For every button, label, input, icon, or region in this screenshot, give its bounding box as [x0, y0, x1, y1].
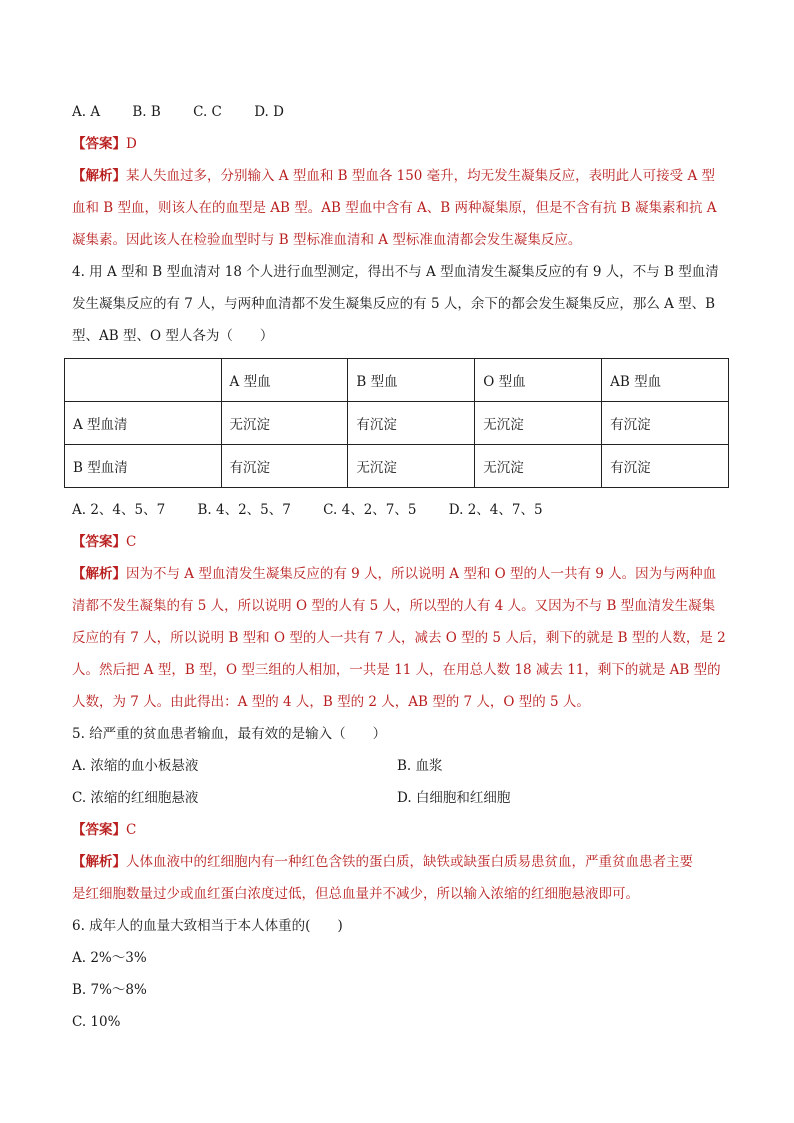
q4-answer	[72, 526, 732, 558]
q4-analysis-line-1: 因为不与 A 型血清发生凝集反应的有 9 人，所以说明 A 型和 O 型的人一共有 9 人。因为与两种血	[126, 566, 717, 582]
q3-option-d: D. D	[254, 104, 284, 120]
q5-option-d: D. 白细胞和红细胞	[397, 790, 511, 806]
q3-options	[72, 96, 732, 128]
table-row	[65, 445, 729, 488]
table-header-cell: A 型血	[221, 359, 348, 402]
q5-option-b: B. 血浆	[397, 758, 443, 774]
q3-analysis-line-1: 某人失血过多，分别输入 A 型血和 B 型血各 150 毫升，均无发生凝集反应，表明此人可接受 A 型	[126, 168, 716, 184]
q3-answer-value: D	[126, 136, 137, 152]
q4-answer-value: C	[126, 534, 137, 550]
q4-option-c: C. 4、2、7、5	[323, 502, 417, 518]
q3-analysis-line-3: 凝集素。因此该人在检验血型时与 B 型标准血清和 A 型标准血清都会发生凝集反应。	[72, 232, 582, 248]
q5-answer-value: C	[126, 822, 137, 838]
q4-option-d: D. 2、4、7、5	[448, 502, 543, 518]
q3-option-a: A. A	[72, 104, 101, 120]
q5-option-c: C. 浓缩的红细胞悬液	[72, 790, 199, 806]
q3-analysis	[72, 160, 732, 256]
table-cell: 无沉淀	[475, 445, 602, 488]
q5-stem: 5. 给严重的贫血患者输血，最有效的是输入（ ）	[72, 726, 387, 742]
document-page	[72, 96, 732, 1038]
table-cell: 有沉淀	[221, 445, 348, 488]
q4-analysis-line-4: 人。然后把 A 型，B 型，O 型三组的人相加，一共是 11 人，在用总人数 18 减去 11，剩下的就是 AB 型的	[72, 662, 721, 678]
table-header-cell: O 型血	[475, 359, 602, 402]
q6-option-b: B. 7%～8%	[72, 982, 147, 998]
q5-options-row-2	[72, 782, 732, 814]
q5-answer	[72, 814, 732, 846]
q4-option-a: A. 2、4、5、7	[72, 502, 166, 518]
q4-option-b: B. 4、2、5、7	[197, 502, 291, 518]
table-cell: 有沉淀	[602, 445, 729, 488]
analysis-tag: 【解析】	[72, 854, 126, 870]
table-header-cell	[65, 359, 222, 402]
q6-option-c: C. 10%	[72, 1014, 121, 1030]
table-cell: 无沉淀	[348, 445, 475, 488]
table-cell: 无沉淀	[221, 402, 348, 445]
q6-stem: 6. 成年人的血量大致相当于本人体重的( )	[72, 918, 343, 934]
q4-analysis-line-5: 人数，为 7 人。由此得出：A 型的 4 人，B 型的 2 人，AB 型的 7 人，O 型的 5 人。	[72, 694, 590, 710]
q3-answer	[72, 128, 732, 160]
q5-option-a: A. 浓缩的血小板悬液	[72, 758, 199, 774]
table-cell: 无沉淀	[475, 402, 602, 445]
q4-analysis-line-3: 反应的有 7 人，所以说明 B 型和 O 型的人一共有 7 人，减去 O 型的 5 人后，剩下的就是 B 型的人数，是 2	[72, 630, 726, 646]
answer-tag: 【答案】	[72, 136, 126, 152]
analysis-tag: 【解析】	[72, 168, 126, 184]
table-row	[65, 402, 729, 445]
q4-stem-line-3: 型、AB 型、O 型人各为（ ）	[72, 328, 274, 344]
q4-analysis-line-2: 清都不发生凝集的有 5 人，所以说明 O 型的人有 5 人，所以型的人有 4 人。又因为不与 B 型血清发生凝集	[72, 598, 716, 614]
q4-stem	[72, 256, 732, 352]
q6-option-a: A. 2%～3%	[72, 950, 147, 966]
table-header-cell: B 型血	[348, 359, 475, 402]
q5-analysis-line-2: 是红细胞数量过少或血红蛋白浓度过低，但总血量并不减少，所以输入浓缩的红细胞悬液即可。	[72, 886, 639, 902]
table-cell: 有沉淀	[602, 402, 729, 445]
q5-options-row-1	[72, 750, 732, 782]
q5-analysis-line-1: 人体血液中的红细胞内有一种红色含铁的蛋白质，缺铁或缺蛋白质易患贫血，严重贫血患者主要	[126, 854, 693, 870]
table-header-row	[65, 359, 729, 402]
q4-analysis	[72, 558, 732, 718]
q3-option-c: C. C	[193, 104, 222, 120]
table-cell: A 型血清	[65, 402, 222, 445]
q4-stem-line-1: 4. 用 A 型和 B 型血清对 18 个人进行血型测定，得出不与 A 型血清发生凝集反应的有 9 人，不与 B 型血清	[72, 264, 719, 280]
q3-analysis-line-2: 血和 B 型血，则该人在的血型是 AB 型。AB 型血中含有 A、B 两种凝集原，但是不含有抗 B 凝集素和抗 A	[72, 200, 717, 216]
analysis-tag: 【解析】	[72, 566, 126, 582]
table-header-cell: AB 型血	[602, 359, 729, 402]
q3-option-b: B. B	[132, 104, 161, 120]
q4-stem-line-2: 发生凝集反应的有 7 人，与两种血清都不发生凝集反应的有 5 人，余下的都会发生凝集反应，那么 A 型、B	[72, 296, 716, 312]
blood-type-table	[64, 358, 729, 488]
table-cell: 有沉淀	[348, 402, 475, 445]
q4-options	[72, 494, 732, 526]
answer-tag: 【答案】	[72, 534, 126, 550]
answer-tag: 【答案】	[72, 822, 126, 838]
q5-analysis	[72, 846, 732, 910]
table-cell: B 型血清	[65, 445, 222, 488]
